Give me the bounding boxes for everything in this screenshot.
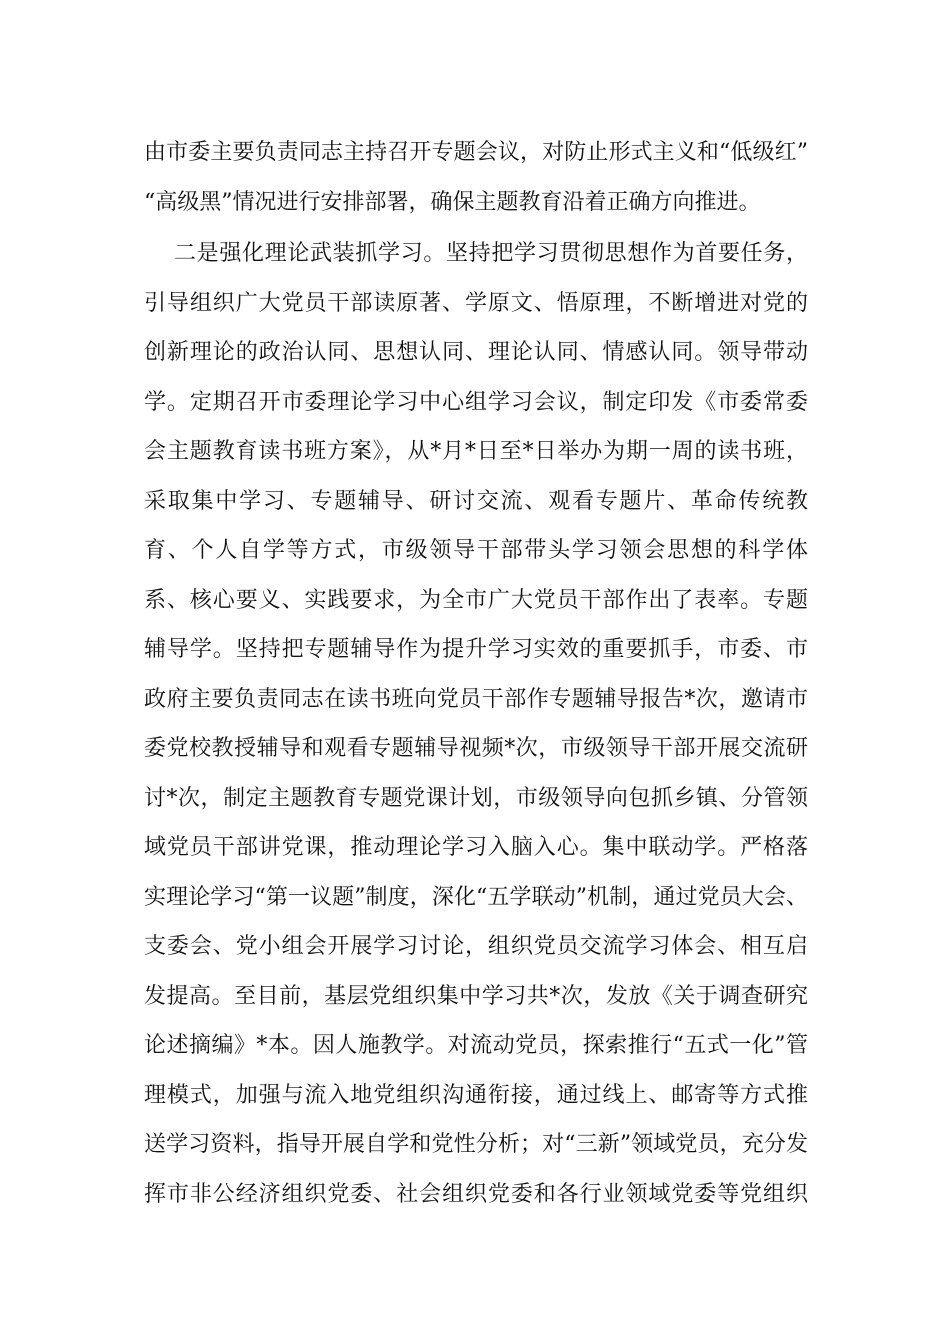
text-line: 会主题教育读书班方案》，从*月*日至*日举办为期一周的读书班， [144, 439, 808, 464]
text-line: 由市委主要负责同志主持召开专题会议，对防止形式主义和“低级红” [144, 140, 808, 165]
text-line: 政府主要负责同志在读书班向党员干部作专题辅导报告*次，邀请市 [144, 686, 808, 712]
text-line: 创新理论的政治认同、思想认同、理论认同、情感认同。领导带动 [144, 340, 808, 365]
text-line: 育、个人自学等方式，市级领导干部带头学习领会思想的科学体 [144, 538, 808, 563]
text-line: 实理论学习“第一议题”制度，深化“五学联动”机制，通过党员大会、 [144, 884, 808, 910]
text-line: 辅导学。坚持把专题辅导作为提升学习实效的重要抓手，市委、市 [144, 637, 808, 662]
text-line: 讨*次，制定主题教育专题党课计划，市级领导向包抓乡镇、分管领 [144, 785, 808, 811]
text-line: 系、核心要义、实践要求，为全市广大党员干部作出了表率。专题 [144, 587, 808, 613]
text-line: 二是强化理论武装抓学习。坚持把学习贯彻思想作为首要任务， [174, 241, 808, 266]
text-line: 理模式，加强与流入地党组织沟通衔接，通过线上、邮寄等方式推 [144, 1082, 808, 1108]
text-line: 学。定期召开市委理论学习中心组学习会议，制定印发《市委常委 [144, 389, 808, 415]
text-line: 域党员干部讲党课，推动理论学习入脑入心。集中联动学。严格落 [144, 835, 808, 860]
text-line: 挥市非公经济组织党委、社会组织党委和各行业领域党委等党组织 [144, 1181, 808, 1207]
text-line: 送学习资料，指导开展自学和党性分析；对“三新”领域党员，充分发 [144, 1132, 808, 1157]
text-line: 采取集中学习、专题辅导、研讨交流、观看专题片、革命传统教 [144, 488, 808, 514]
text-line: “高级黑”情况进行安排部署，确保主题教育沿着正确方向推进。 [144, 189, 761, 215]
text-line: 发提高。至目前，基层党组织集中学习共*次，发放《关于调查研究 [144, 983, 808, 1009]
document-body [144, 128, 808, 1219]
text-line: 论述摘编》*本。因人施教学。对流动党员，探索推行“五式一化”管 [144, 1033, 808, 1058]
text-line: 支委会、党小组会开展学习讨论，组织党员交流学习体会、相互启 [144, 934, 808, 959]
text-line: 委党校教授辅导和观看专题辅导视频*次，市级领导干部开展交流研 [144, 736, 808, 761]
text-line: 引导组织广大党员干部读原著、学原文、悟原理，不断增进对党的 [144, 290, 808, 316]
